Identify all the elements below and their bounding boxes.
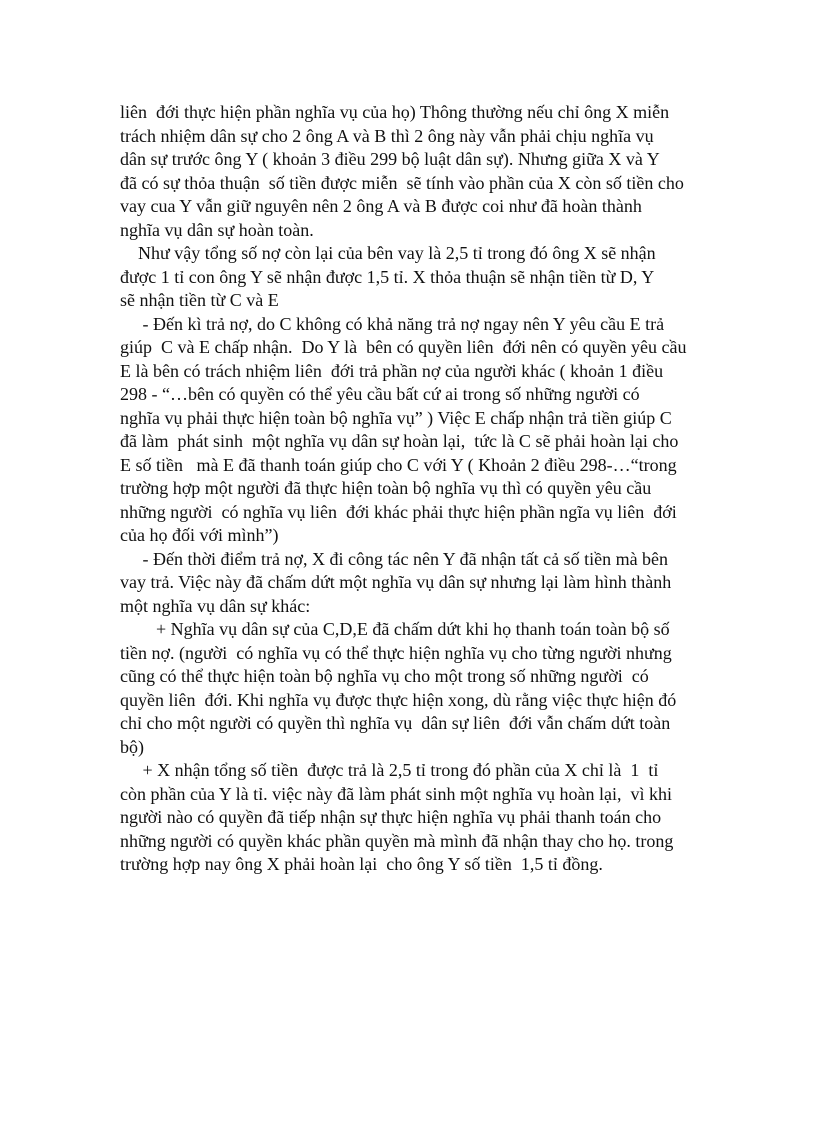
text-line: E là bên có trách nhiệm liên đới trả phần nợ của người khác ( khoản 1 điều <box>120 360 664 381</box>
text-line: E số tiền mà E đã thanh toán giúp cho C với Y ( Khoản 2 điều 298-…“trong <box>120 454 677 475</box>
text-line: quyền liên đới. Khi nghĩa vụ được thực hiện xong, dù rằng việc thực hiện đó <box>120 689 677 710</box>
text-line: cũng có thể thực hiện toàn bộ nghĩa vụ cho một trong số những người có <box>120 666 649 686</box>
text-line: + X nhận tổng số tiền được trả là 2,5 tỉ trong đó phần của X chỉ là 1 tỉ <box>120 760 659 780</box>
text-line: đã làm phát sinh một nghĩa vụ dân sự hoàn lại, tức là C sẽ phải hoàn lại cho <box>120 431 679 451</box>
text-line: giúp C và E chấp nhận. Do Y là bên có quyền liên đới nên có quyền yêu cầu <box>120 337 687 357</box>
text-line: vay cua Y vẫn giữ nguyên nên 2 ông A và B được coi như đã hoàn thành <box>120 196 642 216</box>
text-line: liên đới thực hiện phần nghĩa vụ của họ) Thông thường nếu chỉ ông X miễn <box>120 102 670 122</box>
text-line: sẽ nhận tiền từ C và E <box>120 290 279 310</box>
text-line: những người có nghĩa vụ liên đới khác phải thực hiện phần ngĩa vụ liên đới <box>120 501 677 522</box>
text-line: vay trả. Việc này đã chấm dứt một nghĩa vụ dân sự nhưng lại làm hình thành <box>120 572 672 592</box>
text-line: người nào có quyền đã tiếp nhận sự thực hiện nghĩa vụ phải thanh toán cho <box>120 807 662 827</box>
document-body <box>120 101 700 877</box>
text-line: được 1 tỉ con ông Y sẽ nhận được 1,5 tỉ. X thỏa thuận sẽ nhận tiền từ D, Y <box>120 266 655 287</box>
text-line: trách nhiệm dân sự cho 2 ông A và B thì 2 ông này vẫn phải chịu nghĩa vụ <box>120 125 654 146</box>
text-line: chỉ cho một người có quyền thì nghĩa vụ dân sự liên đới vẫn chấm dứt toàn <box>120 713 671 733</box>
text-line: trường hợp nay ông X phải hoàn lại cho ông Y số tiền 1,5 tỉ đồng. <box>120 854 603 874</box>
text-line: bộ) <box>120 736 144 757</box>
text-line: Như vậy tổng số nợ còn lại của bên vay là 2,5 tỉ trong đó ông X sẽ nhận <box>120 243 656 263</box>
text-line: một nghĩa vụ dân sự khác: <box>120 595 311 616</box>
text-line: còn phần của Y là tỉ. việc này đã làm phát sinh một nghĩa vụ hoàn lại, vì khi <box>120 783 673 804</box>
text-line: dân sự trước ông Y ( khoản 3 điều 299 bộ luật dân sự). Nhưng giữa X và Y <box>120 149 660 169</box>
text-line: nghĩa vụ dân sự hoàn toàn. <box>120 219 314 240</box>
text-line: - Đến thời điểm trả nợ, X đi công tác nên Y đã nhận tất cả số tiền mà bên <box>120 548 669 569</box>
text-line: những người có quyền khác phần quyền mà mình đã nhận thay cho họ. trong <box>120 830 674 851</box>
text-line: của họ đối với mình”) <box>120 525 279 545</box>
text-line: nghĩa vụ phải thực hiện toàn bộ nghĩa vụ” ) Việc E chấp nhận trả tiền giúp C <box>120 407 672 428</box>
text-line: + Nghĩa vụ dân sự của C,D,E đã chấm dứt khi họ thanh toán toàn bộ số <box>120 619 670 639</box>
text-line: trường hợp một người đã thực hiện toàn bộ nghĩa vụ thì có quyền yêu cầu <box>120 478 652 498</box>
text-line: đã có sự thỏa thuận số tiền được miễn sẽ tính vào phần của X còn số tiền cho <box>120 172 684 193</box>
text-line: 298 - “…bên có quyền có thể yêu cầu bất cứ ai trong số những người có <box>120 384 640 404</box>
text-line: - Đến kì trả nợ, do C không có khả năng trả nợ ngay nên Y yêu cầu E trả <box>120 313 665 334</box>
text-line: tiền nợ. (người có nghĩa vụ có thể thực hiện nghĩa vụ cho từng người nhưng <box>120 642 672 663</box>
